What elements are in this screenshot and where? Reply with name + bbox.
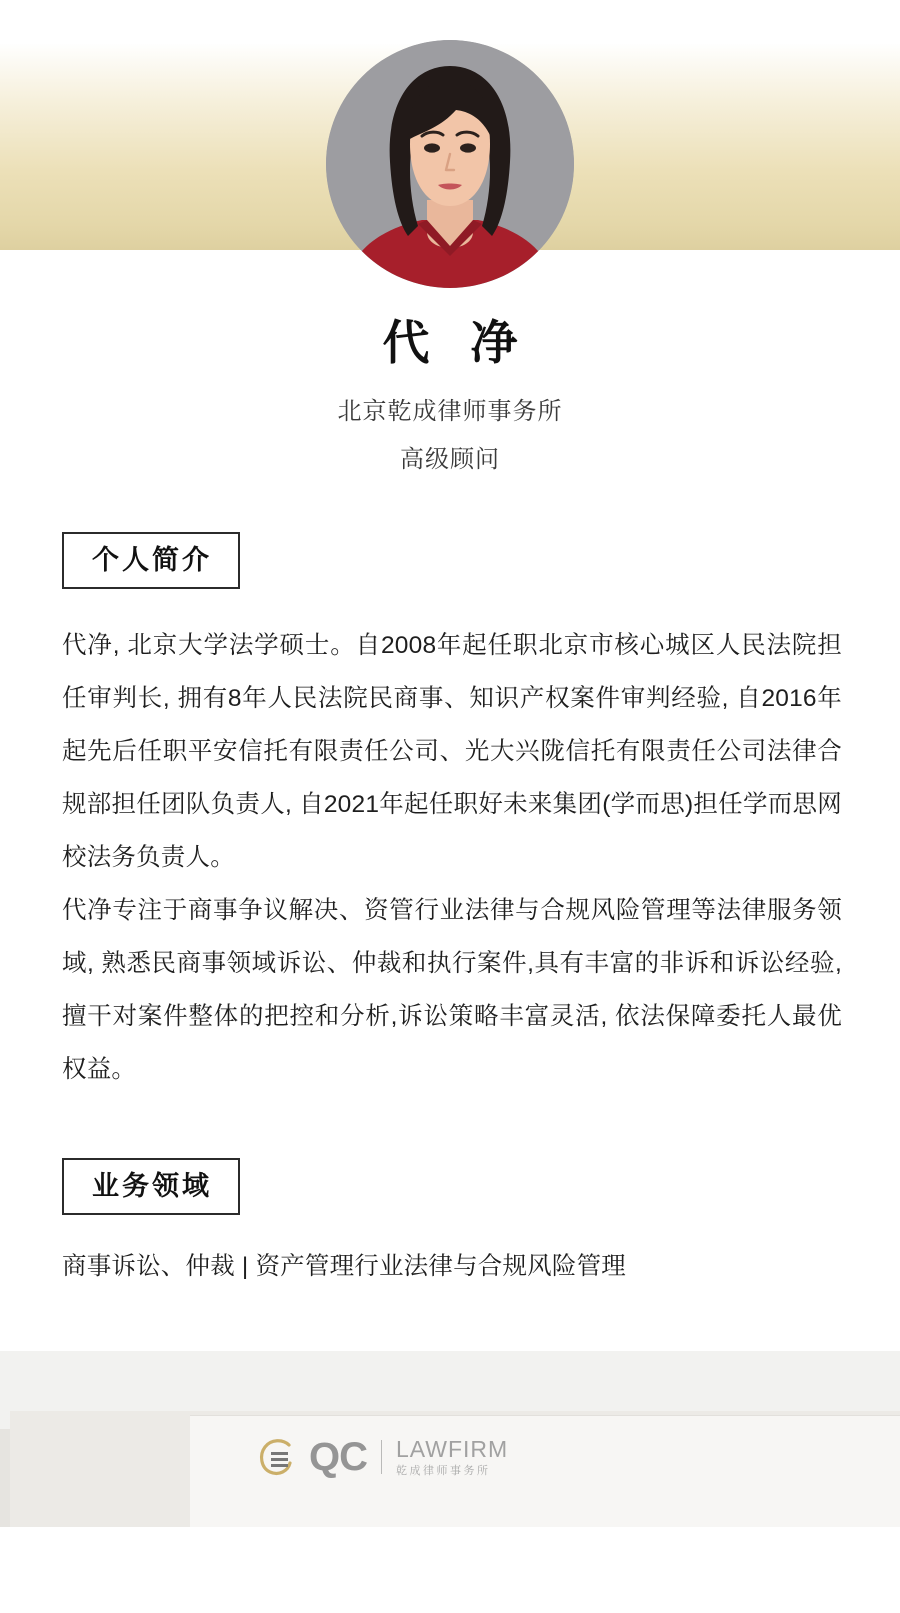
page-title: 代 净 <box>382 316 532 369</box>
header-banner <box>0 0 900 255</box>
logo-qc-text: QC <box>309 1435 367 1479</box>
bio-section-heading: 个人简介 <box>62 532 240 589</box>
header-white-strip <box>0 0 900 44</box>
bio-paragraph-1: 代净, 北京大学法学硕士。自2008年起任职北京市核心城区人民法院担任审判长, 拥有8年人民法院民商事、知识产权案件审判经验, 自2016年起先后任职平安信托有限责任公司、光大兴陇信托有限责任公司法律合规部担任团队负责人, 自2021年起任职好未来集团(学而思)担任学而思网校法务负责人。 <box>62 631 842 871</box>
avatar-photo-illustration <box>326 40 574 288</box>
firm-name: 北京乾成律师事务所 <box>337 397 563 425</box>
qc-emblem-icon <box>255 1435 299 1479</box>
footer-podium <box>0 1323 900 1613</box>
practice-areas-text: 商事诉讼、仲裁 | 资产管理行业法律与合规风险管理 <box>62 1252 626 1280</box>
practice-section <box>62 1158 842 1287</box>
podium-base-shadow <box>0 1527 900 1613</box>
logo-lawfirm-text: LAWFIRM <box>396 1435 509 1462</box>
avatar <box>326 40 574 288</box>
name-block <box>0 317 900 474</box>
logo-text-column <box>396 1437 508 1477</box>
bio-body <box>62 619 842 1096</box>
job-title: 高级顾问 <box>400 445 500 473</box>
logo-chinese-text: 乾成律师事务所 <box>396 1465 491 1478</box>
firm-logo <box>255 1435 508 1479</box>
bio-section <box>62 532 842 1096</box>
logo-divider <box>381 1440 382 1474</box>
practice-section-heading: 业务领域 <box>62 1158 240 1215</box>
bio-paragraph-2: 代净专注于商事争议解决、资管行业法律与合规风险管理等法律服务领域, 熟悉民商事领域诉讼、仲裁和执行案件,具有丰富的非诉和诉讼经验, 擅干对案件整体的把控和分析,诉讼策略丰富灵活, 依法保障委托人最优权益。 <box>62 896 842 1083</box>
